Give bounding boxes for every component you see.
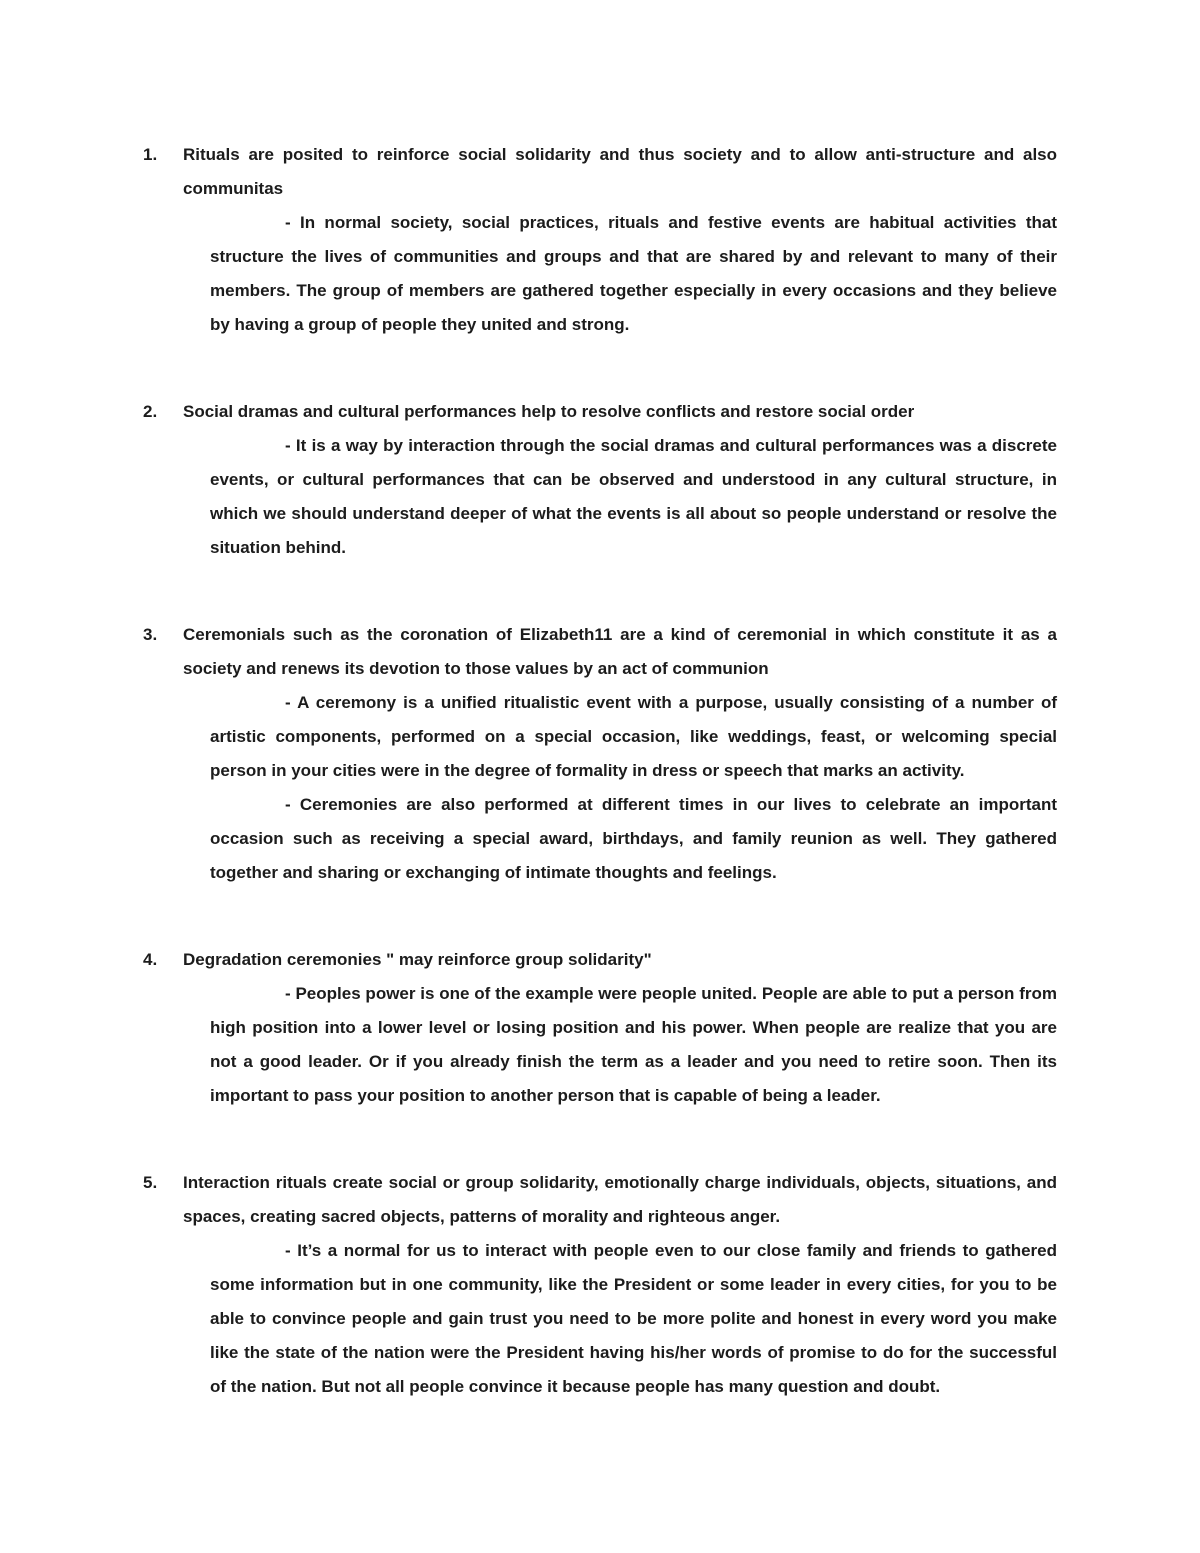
item-paragraph: - In normal society, social practices, rituals and festive events are habitual activities that structure the lives of communities and groups and that are shared by and relevant to many of their members. The group of members are gathered together especially in every occasions and they believe by having a group of people they united and strong. xyxy=(210,213,1057,334)
item-heading: Social dramas and cultural performances help to resolve conflicts and restore social order xyxy=(183,402,915,421)
item-content xyxy=(183,943,1057,1113)
item-heading: Rituals are posited to reinforce social solidarity and thus society and to allow anti-structure and also communitas xyxy=(183,145,1057,198)
item-content xyxy=(183,618,1057,890)
item-content xyxy=(183,395,1057,565)
item-paragraph: - A ceremony is a unified ritualistic event with a purpose, usually consisting of a number of artistic components, performed on a special occasion, like weddings, feast, or welcoming special person in your cities were in the degree of formality in dress or speech that marks an activity. xyxy=(210,693,1057,780)
item-number: 5. xyxy=(143,1173,158,1192)
list-item-1 xyxy=(143,138,1057,342)
item-content xyxy=(183,1166,1057,1404)
item-paragraph: - It’s a normal for us to interact with people even to our close family and friends to gathered some information but in one community, like the President or some leader in every cities, for you to be able to convince people and gain trust you need to be more polite and honest in every word you make like the state of the nation were the President having his/her words of promise to do for the successful of the nation. But not all people convince it because people has many question and doubt. xyxy=(210,1241,1057,1396)
list-item-4 xyxy=(143,943,1057,1113)
item-number: 4. xyxy=(143,950,158,969)
item-heading: Ceremonials such as the coronation of Elizabeth11 are a kind of ceremonial in which constitute it as a society and renews its devotion to those values by an act of communion xyxy=(183,625,1057,678)
item-heading: Degradation ceremonies " may reinforce group solidarity" xyxy=(183,950,652,969)
item-number: 2. xyxy=(143,402,158,421)
item-heading: Interaction rituals create social or group solidarity, emotionally charge individuals, objects, situations, and spaces, creating sacred objects, patterns of morality and righteous anger. xyxy=(183,1173,1057,1226)
list-item-5 xyxy=(143,1166,1057,1404)
list-item-3 xyxy=(143,618,1057,890)
item-paragraph: - It is a way by interaction through the social dramas and cultural performances was a discrete events, or cultural performances that can be observed and understood in any cultural structure, in which we should understand deeper of what the events is all about so people understand or resolve the situation behind. xyxy=(210,436,1057,557)
item-paragraph: - Ceremonies are also performed at different times in our lives to celebrate an important occasion such as receiving a special award, birthdays, and family reunion as well. They gathered together and sharing or exchanging of intimate thoughts and feelings. xyxy=(210,795,1057,882)
item-number: 3. xyxy=(143,625,158,644)
item-paragraph: - Peoples power is one of the example were people united. People are able to put a person from high position into a lower level or losing position and his power. When people are realize that you are not a good leader. Or if you already finish the term as a leader and you need to retire soon. Then its important to pass your position to another person that is capable of being a leader. xyxy=(210,984,1057,1105)
list-item-2 xyxy=(143,395,1057,565)
item-number: 1. xyxy=(143,145,158,164)
item-content xyxy=(183,138,1057,342)
